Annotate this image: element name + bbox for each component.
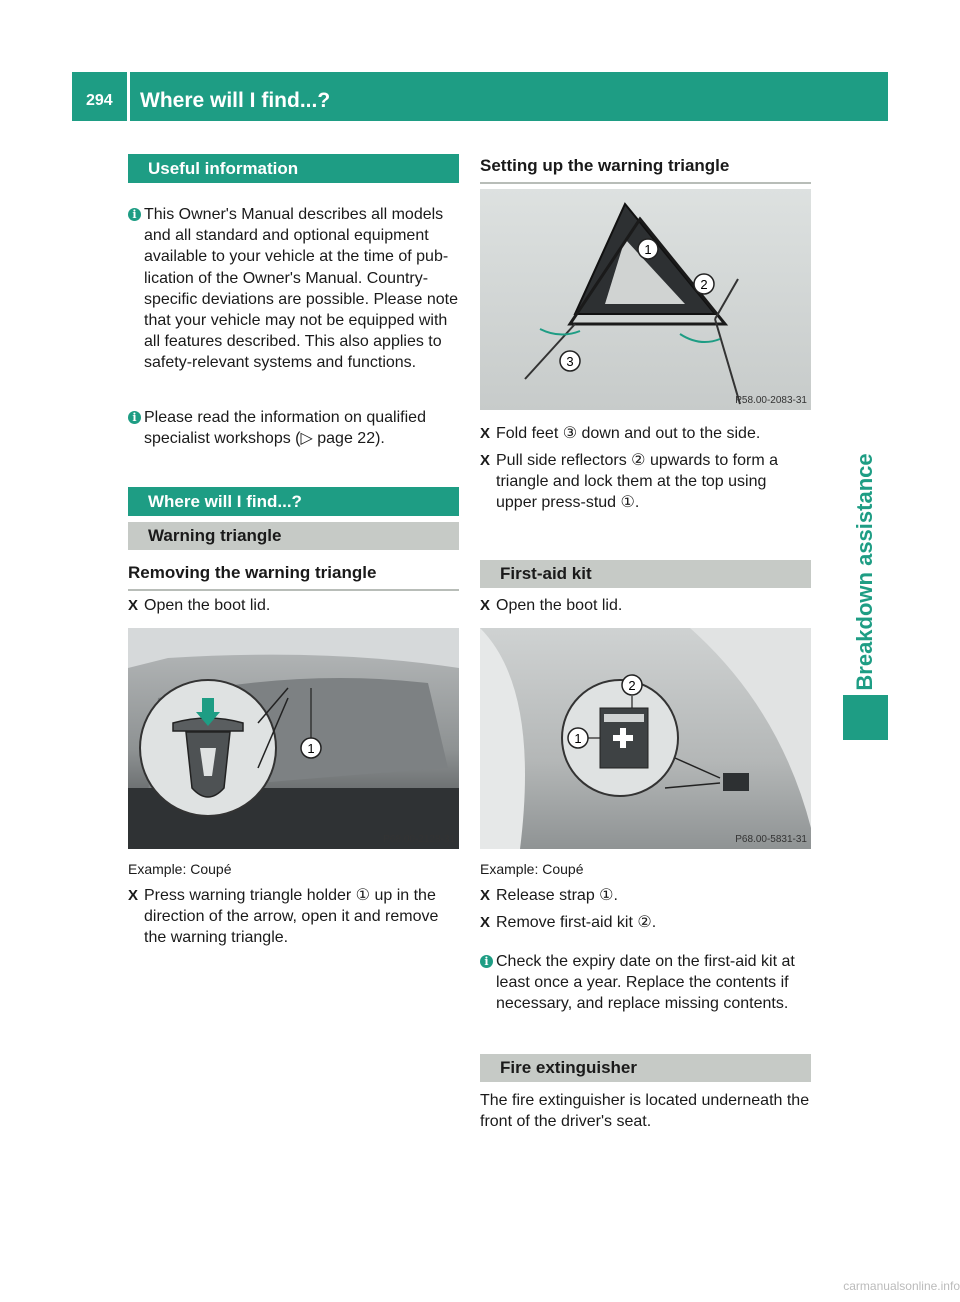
header-divider (127, 72, 130, 121)
svg-text:2: 2 (628, 678, 636, 693)
useful-info-heading: Useful information (128, 154, 459, 183)
step-pull-reflectors (480, 450, 811, 514)
first-aid-heading: First-aid kit (480, 560, 811, 588)
warning-triangle-illustration (480, 189, 811, 410)
info-note-text: Please read the information on qualified specialist workshops (▷ page 22). (144, 409, 426, 448)
step-marker-icon: X (128, 597, 139, 614)
step-marker-icon: X (128, 887, 139, 904)
figure-first-aid-kit (480, 628, 811, 849)
figure-code: P68.00-5831-31 (735, 834, 807, 845)
setup-triangle-subhead: Setting up the warning triangle (480, 156, 811, 184)
step-text: Open the boot lid. (496, 597, 623, 614)
watermark: carmanualsonline.info (843, 1279, 960, 1293)
step-text: Remove first-aid kit ②. (496, 914, 657, 931)
figure-caption: Example: Coupé (480, 861, 584, 877)
step-marker-icon: X (480, 887, 491, 904)
warning-triangle-heading: Warning triangle (128, 522, 459, 550)
svg-text:2: 2 (700, 277, 708, 292)
svg-text:3: 3 (566, 354, 574, 369)
fire-extinguisher-text: The fire extinguisher is located underneath the front of the driver's seat. (480, 1092, 810, 1131)
removing-triangle-subhead: Removing the warning triangle (128, 563, 459, 591)
step-release-strap (480, 885, 811, 906)
info-note-text: This Owner's Manual describes all models and all standard and optional equipment available to your vehicle at the time of pub-lication of the Owner's Manual. Country-specific deviations are possible. Please note that your vehicle may not be equipped with all features described. This also applies to safety-relevant systems and functions. (144, 206, 458, 372)
info-note-manual (128, 204, 459, 374)
step-remove-kit (480, 912, 811, 933)
first-aid-kit-illustration (480, 628, 811, 849)
boot-lid-illustration (128, 628, 459, 849)
step-text: Press warning triangle holder ① up in the direction of the arrow, open it and remove the warning triangle. (144, 887, 439, 947)
page-number: 294 (86, 92, 113, 109)
step-marker-icon: X (480, 452, 491, 469)
step-marker-icon: X (480, 914, 491, 931)
figure-code: P68.00-2128-31 (383, 834, 455, 845)
info-note-expiry (480, 951, 811, 1015)
fire-extinguisher-heading: Fire extinguisher (480, 1054, 811, 1082)
svg-text:1: 1 (644, 242, 652, 257)
step-fold-feet (480, 423, 811, 444)
where-heading: Where will I find...? (128, 487, 459, 516)
svg-text:1: 1 (307, 741, 315, 756)
step-marker-icon: X (480, 425, 491, 442)
step-text: Open the boot lid. (144, 597, 271, 614)
step-text: Pull side reflectors ② upwards to form a triangle and lock them at the top using upper press-stud ①. (496, 452, 779, 512)
step-open-boot-2 (480, 595, 811, 616)
step-marker-icon: X (480, 597, 491, 614)
info-note-text: Check the expiry date on the first-aid kit at least once a year. Replace the contents if necessary, and replace missing contents. (496, 953, 795, 1013)
step-press-holder (128, 885, 459, 949)
figure-code: P58.00-2083-31 (735, 395, 807, 406)
svg-text:1: 1 (574, 731, 582, 746)
step-text: Release strap ①. (496, 887, 618, 904)
side-tab-marker (843, 695, 888, 740)
info-icon: i (128, 411, 141, 424)
figure-boot-lid-holder (128, 628, 459, 849)
info-note-workshops (128, 407, 459, 449)
info-icon: i (480, 955, 493, 968)
info-icon: i (128, 208, 141, 221)
figure-caption: Example: Coupé (128, 861, 232, 877)
page-title: Where will I find...? (140, 89, 331, 112)
side-section-label: Breakdown assistance (852, 453, 877, 691)
figure-warning-triangle (480, 189, 811, 410)
step-open-boot (128, 595, 459, 616)
step-text: Fold feet ③ down and out to the side. (496, 425, 761, 442)
